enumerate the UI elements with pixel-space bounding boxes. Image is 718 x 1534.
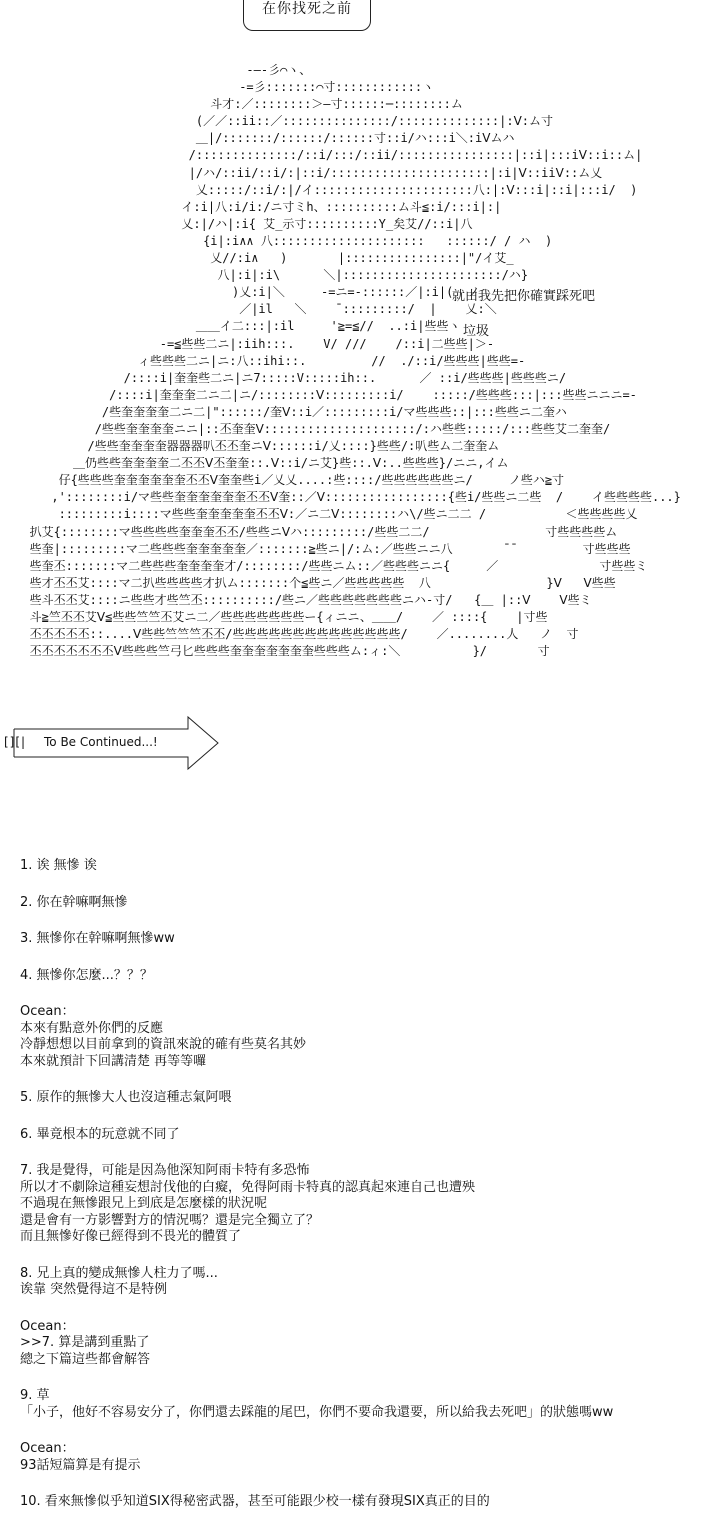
comment-line: 诶靠 突然覺得這不是特例 <box>20 1282 168 1297</box>
art-line: 丕丕丕丕丕::....Ⅴ些些竺竺竺丕丕/些些些些些些些些些些些些些些/ ／........人 ノ 寸 <box>8 627 579 642</box>
art-line: /些些奎奎奎奎器器器叭丕丕奎ニⅤ::::::i/乂::::}些些/:叭些ム二奎奎ム <box>8 439 500 454</box>
art-line: /::::i|奎奎奎二ニ二|ニ/::::::::Ⅴ:::::::::i/ :::::/些些些:::|:::些些ニニニ=‐ <box>8 387 637 402</box>
comment-line: 本來就預計下回講清楚 再等等囉 <box>20 1053 207 1069</box>
comment-line: 所以才不劇除這種妄想討伐他的白癡，免得阿雨卡特真的認真起來連自己也遭殃 <box>20 1179 476 1195</box>
comment-block <box>20 1266 715 1299</box>
comment-line: Ocean： <box>20 1318 75 1334</box>
comment-line: 8. 兄上真的變成無慘人柱力了嗎... <box>20 1265 218 1281</box>
comment-line: 1. 诶 無慘 诶 <box>20 858 97 873</box>
comment-block <box>20 1441 715 1474</box>
art-line: 乂:|/ハ|:i{ 艾_示寸::::::::::Y_矣艾//::i|八 <box>8 216 473 231</box>
speech-line-1: 就由我先把你確實踩死吧 <box>452 289 596 304</box>
art-line: ‐=彡:::::::⌒寸::::::::::::ヽ <box>8 80 435 95</box>
comment-line: 10. 看來無慘似乎知道SIX得秘密武器，甚至可能跟少校一樣有發現SIX真正的目的 <box>20 1494 490 1509</box>
comment-block <box>20 858 715 875</box>
to-be-continued-arrow <box>0 715 225 771</box>
art-line: 斗才:／::::::::＞―寸::::::─::::::::ム <box>8 97 463 112</box>
comment-block <box>20 968 715 985</box>
ascii-art-figure <box>8 62 681 660</box>
comment-block <box>20 1127 715 1144</box>
art-line: ‐―‐彡⌒ヽ、 <box>8 63 312 77</box>
page-title: 在你找死之前 <box>262 1 352 17</box>
art-line: 乂:::::/::i/:|/イ::::::::::::::::::::::八:|:Ⅴ:::i|::i|:::i/ ) <box>8 182 638 197</box>
comment-line: 本來有點意外你們的反應 <box>20 1020 164 1036</box>
art-line: 仔{些些些奎奎奎奎奎奎丕丕Ⅴ奎奎些i／乂乂....:些::::/些些些些些些ニ/ ノ些ハ≧寸 <box>8 473 565 488</box>
art-line: ‐=≦些些二ニ|:iih:::. V/ /// /::i|二些些|＞‐ <box>8 336 495 351</box>
art-line: /::::::::::::::/::i/:::/::ii/::::::::::::::::|::i|:::iⅤ::i::ム| <box>8 148 643 163</box>
comment-line: >>7. 算是講到重點了 <box>20 1335 150 1350</box>
comment-line: 9. 草 <box>20 1388 50 1403</box>
comment-block <box>20 1090 715 1107</box>
comment-line: 4. 無慘你怎麼...？？？ <box>20 967 153 983</box>
art-line: ＿|/:::::::/::::::/::::::寸::i/ハ:::i＼:iⅤムハ <box>8 131 515 146</box>
art-line: )乂:i|＼ ‐=ニ=‐::::::／|:i|( ノ <box>8 285 480 300</box>
comment-block <box>20 1388 715 1421</box>
comment-line: Ocean： <box>20 1004 75 1019</box>
art-line: {i|:i∧∧ 八::::::::::::::::::::: ::::::/ / ハ ) <box>8 233 553 248</box>
comment-block <box>20 895 715 912</box>
art-line: 斗≧竺丕丕艾Ⅴ≦些些竺竺丕艾ニ二／些些些些些些些ー{ィニニ、＿＿/ ／ ::::{ |寸些 <box>8 610 548 624</box>
comment-line: 不過現在無慘跟兄上到底是怎麼樣的狀況呢 <box>20 1196 268 1211</box>
art-line: ＿＿イ二:::|:il '≧=≦// ..:i|些些ヽ <box>8 319 461 334</box>
art-line: ／|il ＼ ¯:::::::::/ | 乂:＼ <box>8 302 497 317</box>
comment-line: 冷靜想想以目前拿到的資訊來說的確有些莫名其妙 <box>20 1037 307 1052</box>
art-line: 八|:i|:i\ ＼|::::::::::::::::::::::/ハ} <box>8 268 529 283</box>
comment-line: Ocean： <box>20 1441 75 1456</box>
art-line: 扒艾{::::::::マ些些些些奎奎奎丕丕/些些ニⅤハ:::::::::/些些二二/ 寸些些些些ム <box>8 524 618 539</box>
comment-line: 總之下篇這些都會解答 <box>20 1351 151 1367</box>
art-line: 丕丕丕丕丕丕丕Ⅴ些些些竺弓匕些些些奎奎奎奎奎奎奎些些些ム:ィ:＼ }/ 寸 <box>8 644 550 659</box>
comment-block <box>20 1494 715 1511</box>
art-line: (／／::ii::／:::::::::::::::/::::::::::::::|:Ⅴ:ム寸 <box>8 114 554 129</box>
comment-block <box>20 1319 715 1369</box>
speech-line-2: 垃圾 <box>463 324 490 339</box>
art-line: ,'::::::::i/マ些些奎奎奎奎奎奎丕丕Ⅴ奎::／Ⅴ:::::::::::::::::{些i/些些ニ二些 / イ些些些些...} <box>8 490 681 505</box>
comment-line: 還是會有一方影響對方的情況嗎？還是完全獨立了？ <box>20 1212 320 1228</box>
comment-line: 6. 畢竟根本的玩意就不同了 <box>20 1126 180 1142</box>
comment-line: 7. 我是覺得，可能是因為他深知阿雨卡特有多恐怖 <box>20 1163 310 1178</box>
comment-line: 93話短篇算是有提示 <box>20 1457 141 1473</box>
art-line: :::::::::i::::マ些些奎奎奎奎奎丕丕Ⅴ:／ニ二Ⅴ::::::::ハ\/些ニ二二 / ＜些些些些乂 <box>8 507 638 522</box>
title-bubble <box>243 0 371 31</box>
art-line: /些些奎奎奎奎ニニ|::丕奎奎Ⅴ:::::::::::::::::::::/:ハ些些:::::/:::些些艾二奎奎/ <box>8 421 611 436</box>
comment-block <box>20 1163 715 1246</box>
comment-block <box>20 1004 715 1070</box>
comment-line: 而且無慘好像已經得到不畏光的體質了 <box>20 1229 242 1244</box>
art-line: ＿仍些些奎奎奎奎二丕丕Ⅴ丕奎奎::.Ⅴ::i/ニ艾}些::.Ⅴ:..些些些}/ニニ,イム <box>8 456 509 471</box>
art-line: 些奎|:::::::::マ二些些些奎奎奎奎奎／:::::::≧些ニ|/:ム:／些些ニニ八 ̄ ̄ 寸些些些 <box>8 541 631 556</box>
to-be-continued-label: To Be Continued...! <box>44 735 158 749</box>
comment-line: 5. 原作的無慘大人也沒這種志氣阿喂 <box>20 1090 232 1105</box>
art-line: |/ハ/::ii/::i/:|::i/::::::::::::::::::::::|:i|Ⅴ::iiⅤ::ム乂 <box>8 165 603 180</box>
art-line: 些奎丕:::::::マ二些些些奎奎奎奎才/::::::::/些些ニム::／些些些ニニ{ ／ 寸些些ミ <box>8 558 648 573</box>
arrow-bars: [][| <box>4 735 27 749</box>
art-line: 乂//:i∧ ) |::::::::::::::::|"/イ艾_ <box>8 251 514 266</box>
comment-line: 3. 無慘你在幹嘛啊無慘ww <box>20 931 175 946</box>
art-line: 些才丕丕艾::::マ二扒些些些些才扒ム:::::::个≦些ニ／些些些些些 八 }Ⅴ Ⅴ些些 <box>8 575 616 590</box>
comment-block <box>20 931 715 948</box>
art-line: イ:i|八:i/i:/ニ寸ミh、::::::::::ム斗≦:i/:::i|:| <box>8 199 502 214</box>
art-line: /::::i|奎奎些二ニ|ニ7:::::V:::::ih::. ／ ::i/些些些|些些些ニ/ <box>8 370 567 385</box>
art-line: 些斗丕丕艾::::ニ些些才些竺丕::::::::::/些ニ／些些些些些些些ニハ‐寸/ {＿ |::Ⅴ Ⅴ些ミ <box>8 592 592 607</box>
art-line: /些奎奎奎奎二ニ二|"::::::/奎Ⅴ::i／:::::::::i/マ些些些::|:::些些ニ二奎ハ <box>8 404 567 419</box>
comment-list <box>20 858 715 1531</box>
comment-line: 2. 你在幹嘛啊無慘 <box>20 894 128 910</box>
comment-line: 「小子，他好不容易安分了，你們還去踩龍的尾巴，你們不要命我還要，所以給我去死吧」的狀態嗎ww <box>20 1404 614 1420</box>
art-line: ィ些些些二ニ|ニ:八::ihi::. // ./::i/些些些|些些=‐ <box>8 353 526 368</box>
